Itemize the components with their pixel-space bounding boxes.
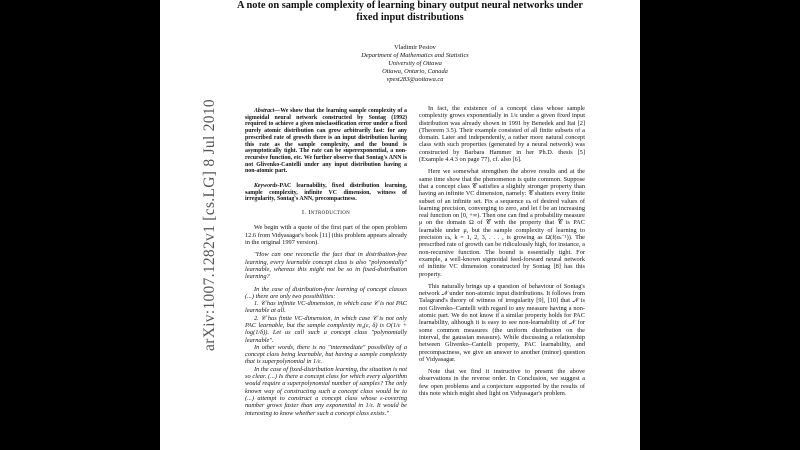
- quote-paragraph: 2. 𝒞 has finite VC-dimension, in which case 𝒞 is not only PAC learnable, but the sample complexity m₀(ε, δ) is O(1/ε + log(1/δ)). Let us call such a concept class "polynomially learnable".: [245, 314, 407, 344]
- arxiv-stamp: [200, 90, 220, 360]
- abstract-lead: Abstract: [254, 108, 275, 114]
- author-email: vpest283@uottawa.ca: [386, 76, 444, 83]
- paragraph: Here we somewhat strengthen the above results and at the same time show that the phenomenon is quite common. Suppose that a concept class 𝒞 satisfies a slightly stronger property than having an infinite VC dimension, namely: 𝒞 shatters every finite subset of an infinite set. Fix a sequence εₖ of desired values of learning precision, converging to zero, and let f be an increasing real function on [0, +∞). Then one can find a probability measure μ on the domain Ω of 𝒞 with the property that 𝒞 is PAC learnable under μ, but the sample complexity of learning to precision εₖ, k = 1, 2, 3, . . . , is growing as Ω(f(εₖ⁻¹)). The prescribed rate of growth can be ridiculously high, for instance, a non-recursive function. The bound is essentially tight. For example, a well-known sigmoidal feed-forward neural network of infinite VC dimension constructed by Sontag [8] has this property.: [419, 168, 585, 278]
- quote-paragraph: In other words, there is no "intermediate" possibility of a concept class being learnable, but having a sample complexity that is superpolynomial in 1/ε.: [245, 343, 407, 366]
- paragraph: This naturally brings up a question of behaviour of Sontag's network 𝒩 under non-atomic input distributions. It follows from Talagrand's theory of witness of irregularity [9], [10] that 𝒩 is not Glivenko–Cantelli with regard to any measure having a non-atomic part. We do not know if a similar property holds for PAC learnability, although it is easy to see non-learnability of 𝒩 for some common measures (the uniform distribution on the interval, the gaussian measure). While discussing a relationship between Glivenko–Cantelli property, PAC learnability, and precompactness, we give an answer to another (minor) question of Vidyasagar.: [419, 282, 585, 363]
- author-name: Vladimir Pestov: [394, 44, 436, 51]
- quote-paragraph: 1. 𝒞 has infinite VC-dimension, in which case 𝒞 is not PAC learnable at all.: [245, 300, 407, 315]
- keywords-lead: Keywords: [254, 183, 278, 190]
- author-university: University of Ottawa: [388, 60, 442, 67]
- paragraph: Note that we find it instructive to present the above observations in the reverse order. In Conclusion, we suggest a few open problems and a conjecture supported by the results of this note which might shed light on Vidyasagar's problem.: [419, 368, 585, 397]
- paper-title: A note on sample complexity of learning binary output neural networks under fixed input distributions: [236, 0, 584, 23]
- quote-paragraph: In the case of fixed-distribution learning, the situation is not so clear. (...) Is there a concept class for which every algorithm would require a superpolynomial number of samples? The only known way of constructing such a concept class would be to (...) attempt to construct a concept class whose ε-covering number grows faster than any exponential in 1/ε. It would be interesting to know whether such a concept class exists.": [245, 365, 407, 417]
- author-block: [230, 44, 600, 84]
- author-location: Ottawa, Ontario, Canada: [382, 68, 448, 75]
- quote-paragraph: In the case of distribution-free learning of concept classes (...) there are only two possibilities:: [245, 285, 407, 300]
- right-column: [419, 105, 585, 397]
- paragraph: In fact, the existence of a concept class whose sample complexity grows exponentially in 1/ε under a given fixed input distribution was already shown in 1991 by Benedek and Itai [2] (Theorem 3.5). Their example consisted of all finite subsets of a domain. Later and independently, a rather more natural concept class with such properties (generated by a neural network) was constructed by Barbara Hammer in her Ph.D. thesis [5] (Example 4.4.3 on page 77), cf. also [6].: [419, 105, 585, 164]
- abstract: [245, 108, 407, 175]
- paragraph: We begin with a quote of the first part of the open problem 12.6 from Vidyasagar's book [11] (this problem appears already in the original 1997 version).: [245, 224, 407, 247]
- left-column: [245, 108, 407, 417]
- keywords: [245, 183, 407, 203]
- quote-paragraph: "How can one reconcile the fact that in distribution-free learning, every learnable concept class is also "polynomially" learnable, whereas this might not be so in fixed-distribution learning?: [245, 251, 407, 281]
- arxiv-stamp-text: arXiv:1007.1282v1 [cs.LG] 8 Jul 2010: [201, 99, 219, 351]
- section-heading: I. Introduction: [301, 209, 351, 217]
- keywords-text: -PAC learnability, fixed distribution learning, sample complexity, infinite VC dimension, witness of irregularity, Sontag's ANN, precompactness.: [245, 183, 407, 203]
- abstract-text: —We show that the learning sample complexity of a sigmoidal neural network constructed by Sontag (1992) required to achieve a given misclassification error under a fixed purely atomic distribution can grow arbitrarily fast: for any prescribed rate of growth there is an input distribution having this rate as the sample complexity, and the bound is asymptotically tight. The rate can be superexponential, a non-recursive function, etc. We further observe that Sontag's ANN is not Glivenko-Cantelli under any input distribution having a non-atomic part.: [245, 108, 407, 175]
- author-department: Department of Mathematics and Statistics: [361, 52, 469, 59]
